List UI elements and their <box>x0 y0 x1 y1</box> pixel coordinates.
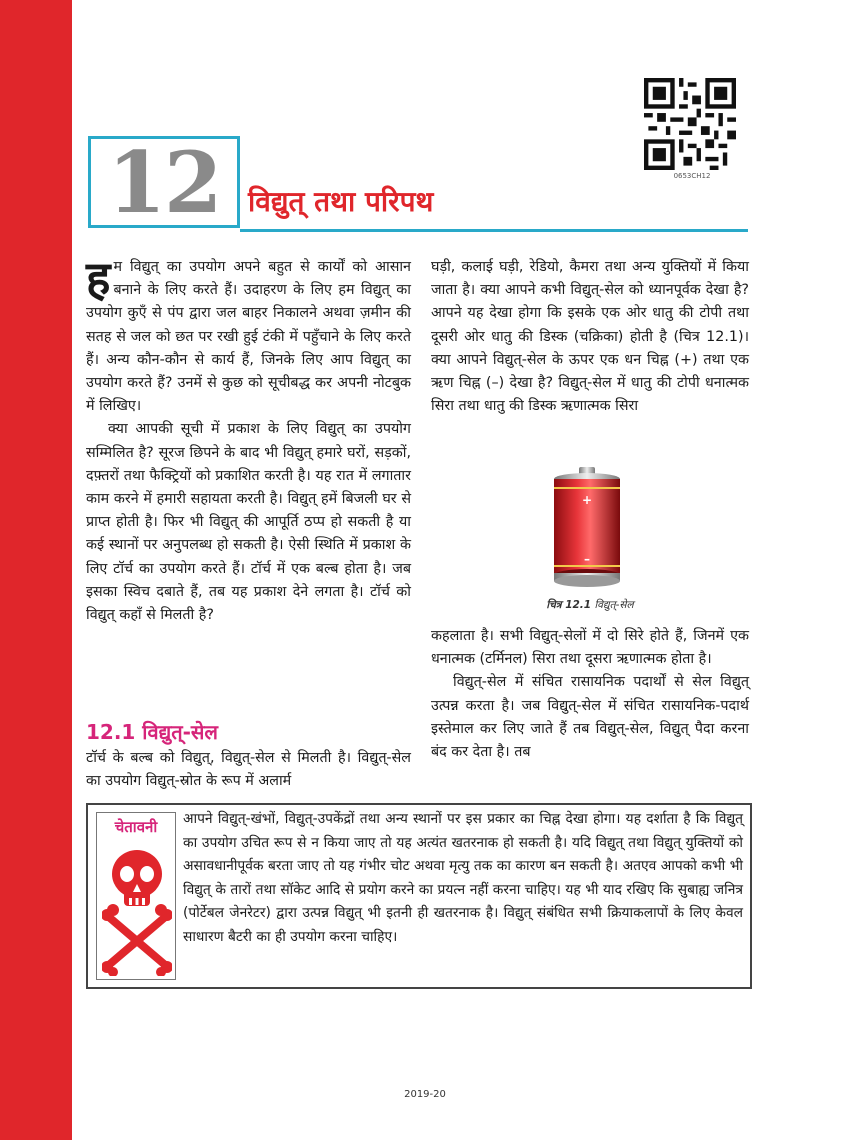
intro-text: म विद्युत् का उपयोग अपने बहुत से कार्यों को आसान बनाने के लिए करते हैं। उदाहरण के लिए हम विद्युत् का उपयोग कुएँ से पंप द्वारा जल बाहर निकालने अथवा ज़मीन की सतह से जल को छत पर रखी हुई टंकी में पहुँचाने के लिए करते हैं। अन्य कौन-कौन से कार्य हैं, जिनके लिए आप विद्युत् का उपयोग करते हैं? उनमें से कुछ को सूचीबद्ध कर अपनी नोटबुक में लिखिए। <box>86 259 411 415</box>
electric-cell-figure <box>550 465 624 590</box>
chapter-number-box <box>88 133 240 232</box>
title-underline <box>240 229 748 232</box>
plus-terminal-sign: + <box>581 493 593 507</box>
red-side-strip <box>0 0 72 1140</box>
paragraph: टॉर्च के बल्ब को विद्युत्, विद्युत्-सेल से मिलती है। विद्युत्-सेल का उपयोग विद्युत्-स्रोत के रूप में अलार्म <box>86 750 411 790</box>
left-column <box>86 251 411 627</box>
paragraph: विद्युत्-सेल में संचित रासायनिक पदार्थों से सेल विद्युत् उत्पन्न करता है। जब विद्युत्-सेल में संचित रासायनिक-पदार्थ इस्तेमाल कर लिए जाते हैं तब विद्युत्-सेल, विद्युत् पैदा करना बंद कर देता है। तब <box>431 674 749 761</box>
section-heading: 12.1 विद्युत्-सेल <box>86 720 218 744</box>
paragraph: कहलाता है। सभी विद्युत्-सेलों में दो सिरे होते हैं, जिनमें एक धनात्मक (टर्मिनल) सिरा तथा दूसरा ऋणात्मक होता है। <box>431 628 749 668</box>
intro-paragraph <box>86 251 411 418</box>
minus-terminal-sign: – <box>584 552 590 566</box>
paragraph: क्या आपकी सूची में प्रकाश के लिए विद्युत् का उपयोग सम्मिलित है? सूरज छिपने के बाद भी विद्युत् हमारे घरों, सड़कों, दफ़्तरों तथा फैक्ट्रियों को प्रकाशित करती है। यह रात में लगातार काम करने में हमारी सहायता करती है। विद्युत् हमें बिजली घर से प्राप्त होती है। फिर भी विद्युत् की आपूर्ति ठप्प हो सकती है या कई स्थानों पर अनुपलब्ध हो सकती है। ऐसी स्थिति में प्रकाश के लिए टॉर्च का उपयोग करते हैं। टॉर्च में एक बल्ब होता है। जब इसका स्विच दबाते हैं, तब यह प्रकाश देने लगता है। टॉर्च को विद्युत् कहाँ से मिलती है? <box>86 421 411 624</box>
figure-number: चित्र 12.1 <box>546 599 592 611</box>
qr-code <box>643 78 737 170</box>
chapter-number: 12 <box>107 133 221 232</box>
warning-label: चेतावनी <box>114 818 158 836</box>
page-footer-year: 2019-20 <box>404 1089 446 1100</box>
drop-cap: ह <box>86 251 111 305</box>
qr-code-label: 0653CH12 <box>673 172 711 180</box>
right-column <box>431 256 749 418</box>
paragraph: घड़ी, कलाई घड़ी, रेडियो, कैमरा तथा अन्य युक्तियों में किया जाता है। क्या आपने कभी विद्युत्-सेल को ध्यानपूर्वक देखा है? आपने यह देखा होगा कि इसके एक ओर धातु की टोपी तथा दूसरी ओर धातु की डिस्क (चक्रिका) होती है (चित्र 12.1)। क्या आपने विद्युत्-सेल के ऊपर एक धन चिह्न (+) तथा एक ऋण चिह्न (–) देखा है? विद्युत्-सेल में धातु की टोपी धनात्मक सिरा तथा धातु की डिस्क ऋणात्मक सिरा <box>431 259 749 415</box>
figure-caption-text: विद्युत्-सेल <box>594 599 634 611</box>
chapter-title: विद्युत् तथा परिपथ <box>248 185 434 218</box>
skull-crossbones-icon <box>102 840 172 976</box>
warning-text: आपने विद्युत्-खंभों, विद्युत्-उपकेंद्रों तथा अन्य स्थानों पर इस प्रकार का चिह्न देखा होगा। यह दर्शाता है कि विद्युत् का उपयोग उचित रूप से न किया जाए तो यह अत्यंत खतरनाक हो सकती है। यदि विद्युत् तथा विद्युत् युक्तियों को असावधानीपूर्वक बरता जाए तो यह गंभीर चोट अथवा मृत्यु तक का कारण बन सकती है। अतएव आपको कभी भी विद्युत् के तारों तथा सॉकेट आदि से प्रयोग करने का प्रयत्न नहीं करना चाहिए। यह भी याद रखिए कि सुबाह्य जनित्र (पोर्टेबल जेनरेटर) द्वारा उत्पन्न विद्युत् भी इतनी ही खतरनाक है। विद्युत् संबंधित सभी क्रियाकलापों के लिए केवल साधारण बैटरी का ही उपयोग करना चाहिए। <box>183 811 743 945</box>
figure-caption <box>490 598 690 612</box>
right-column-continued <box>431 625 749 764</box>
section-paragraph <box>86 747 411 793</box>
